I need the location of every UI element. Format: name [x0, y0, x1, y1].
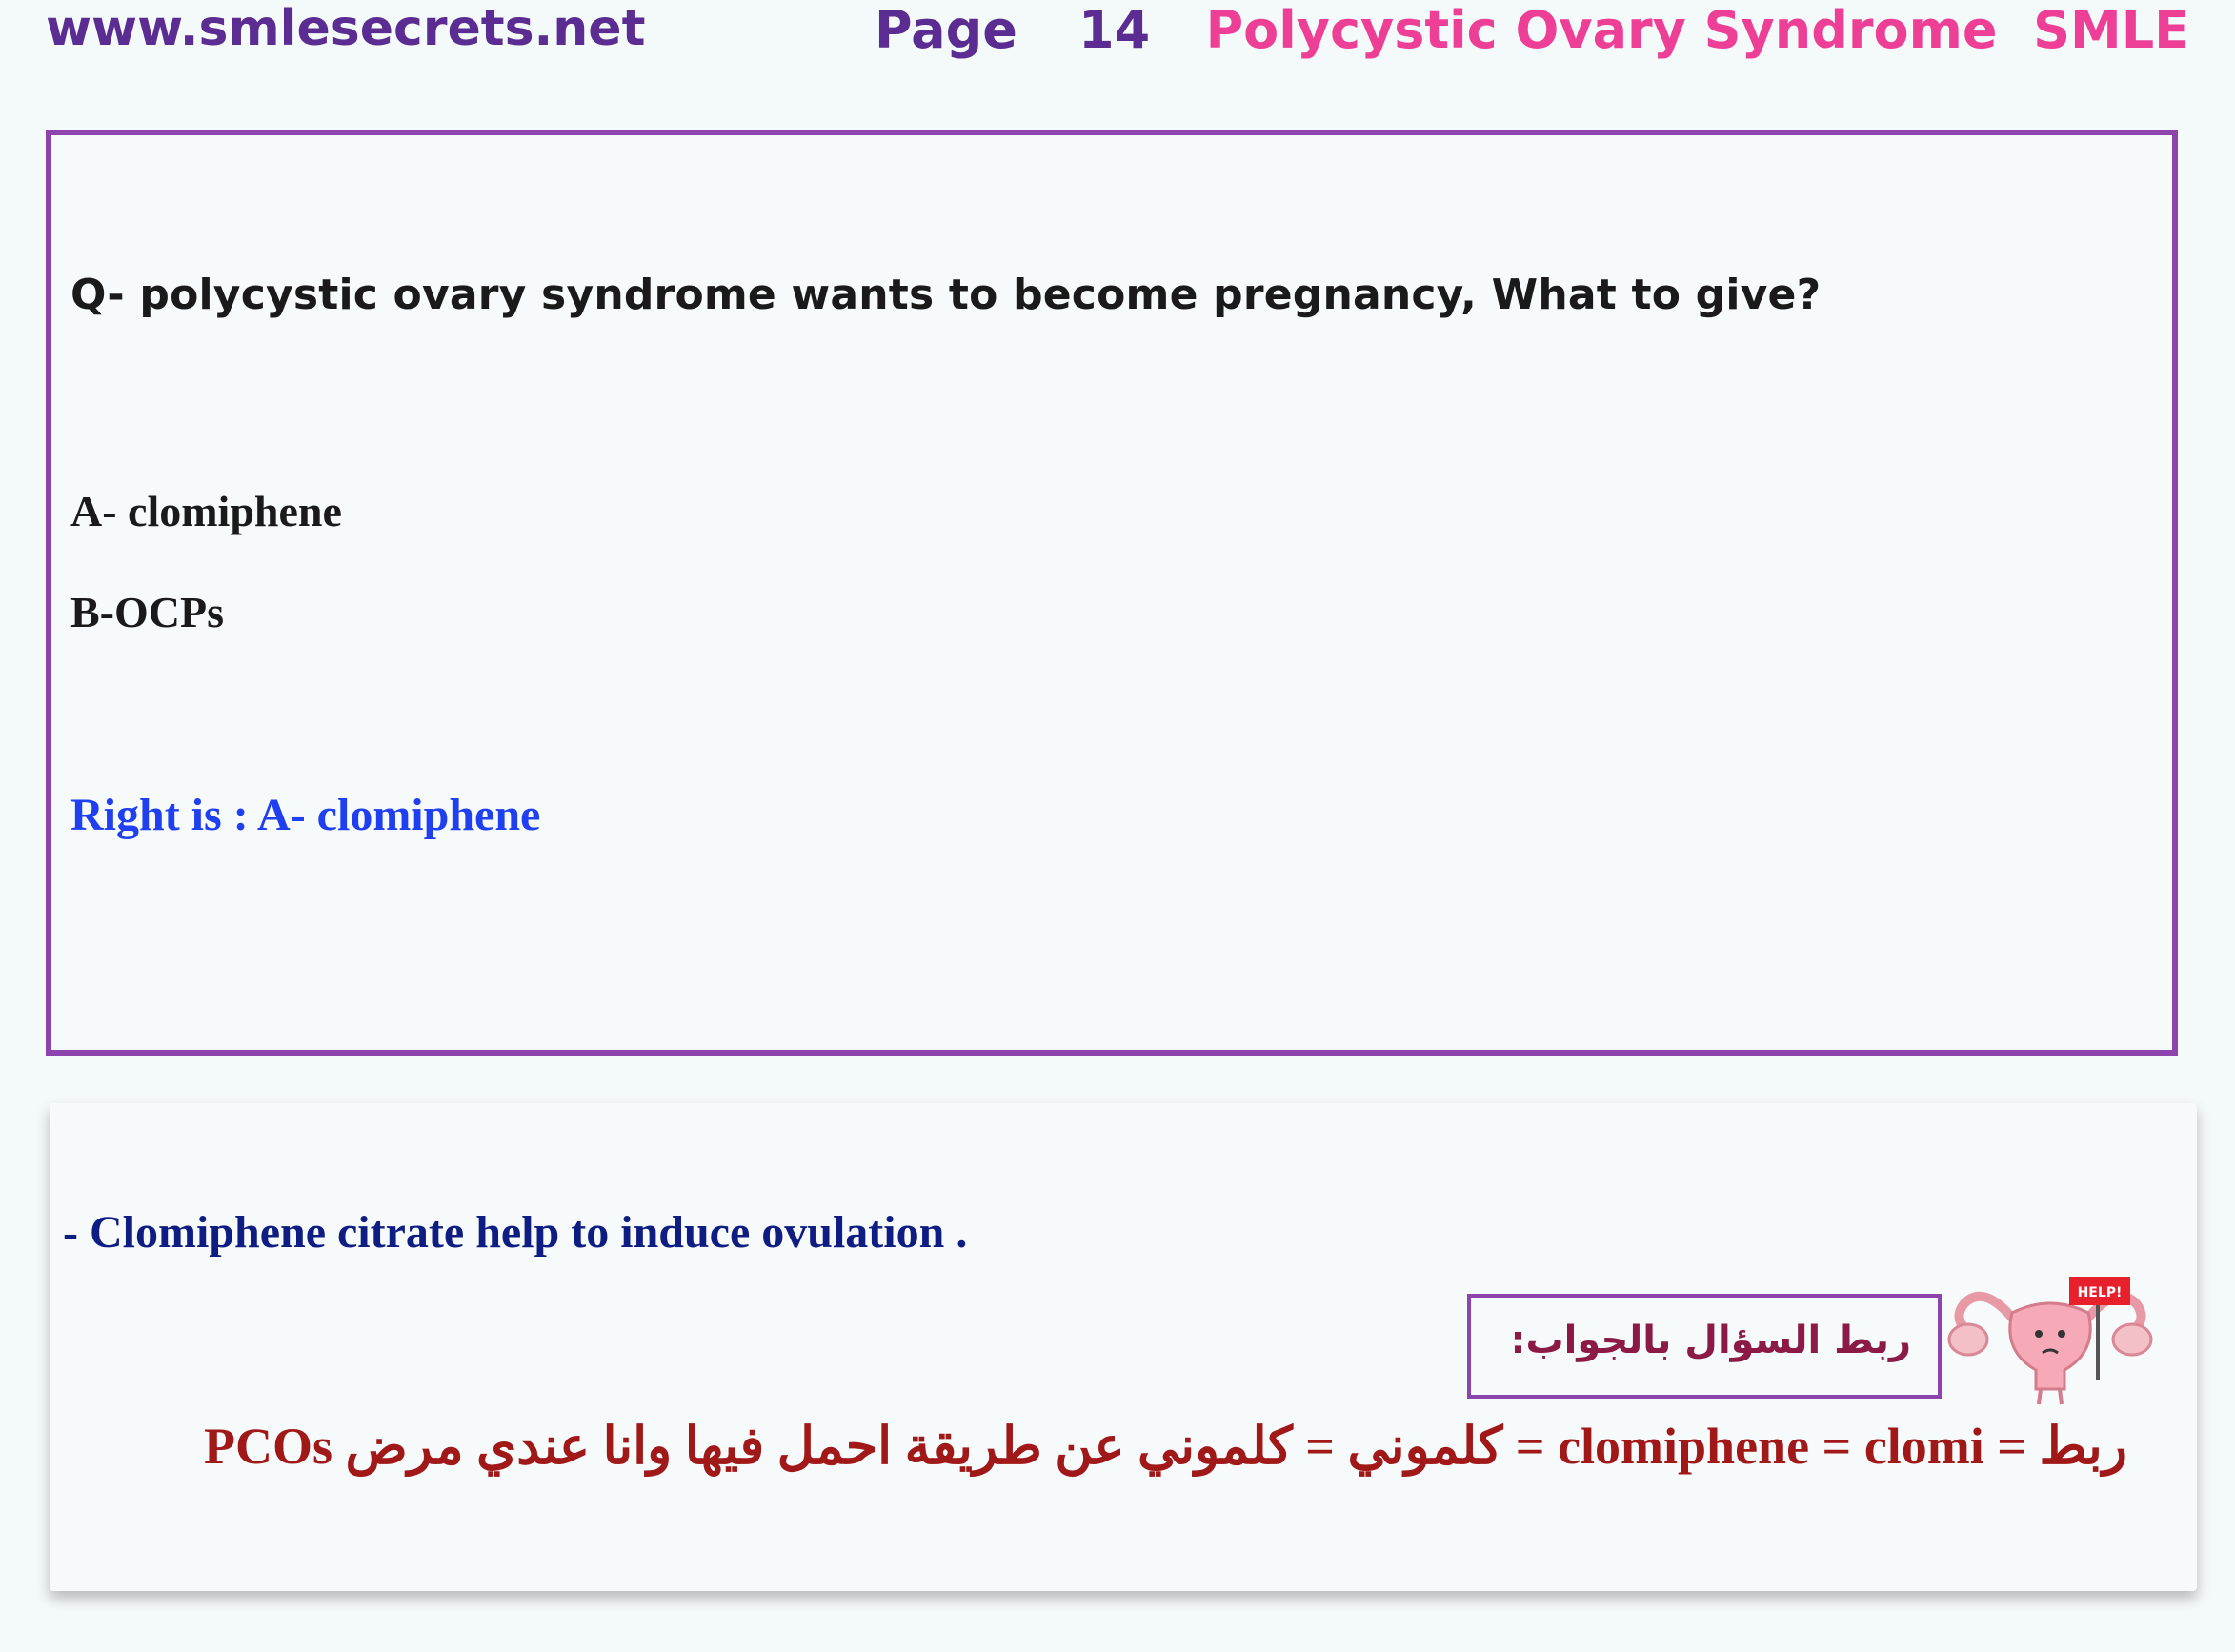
option-b: B-OCPs [70, 588, 224, 636]
explanation-line: - Clomiphene citrate help to induce ovulation . [63, 1207, 968, 1258]
correct-answer: Right is : A- clomiphene [70, 790, 541, 840]
page-label: Page [875, 0, 1017, 60]
link-label: ربط السؤال بالجواب: [1510, 1319, 1911, 1362]
help-sign-text: HELP! [2077, 1285, 2123, 1300]
notes-box [50, 1103, 2197, 1591]
topic-title: Polycystic Ovary Syndrome SMLE [1205, 0, 2189, 60]
page-number: 14 [1078, 0, 1151, 60]
question-box [46, 130, 2178, 1056]
mnemonic-line: ربط = clomiphene = clomi = كلموني = كلموني عن طريقة احمل فيها وانا عندي مرض PCOs [204, 1418, 2127, 1475]
uterus-mascot-icon [1945, 1265, 2155, 1408]
site-url: www.smlesecrets.net [46, 0, 646, 57]
option-a: A- clomiphene [70, 487, 342, 535]
question-text: Q- polycystic ovary syndrome wants to become pregnancy, What to give? [70, 271, 1822, 319]
link-label-box [1467, 1294, 1942, 1399]
